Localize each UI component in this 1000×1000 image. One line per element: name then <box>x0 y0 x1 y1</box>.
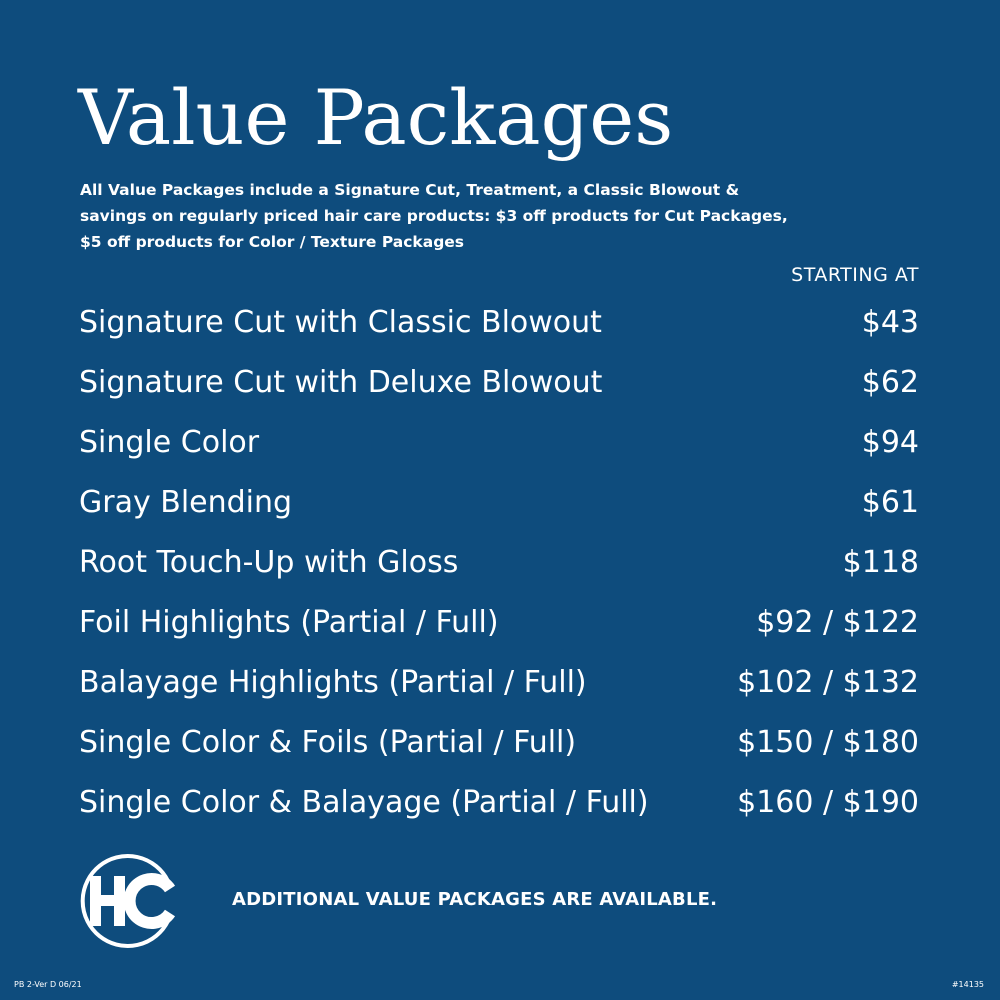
intro-line: savings on regularly priced hair care products: $3 off products for Cut Packages, <box>80 207 788 225</box>
page-title: Value Packages <box>78 73 674 162</box>
package-price: $92 / $122 <box>756 605 919 640</box>
hc-logo-icon <box>80 851 180 951</box>
print-code: PB 2-Ver D 06/21 <box>14 980 82 989</box>
package-row <box>79 593 919 653</box>
package-price: $160 / $190 <box>737 785 919 820</box>
package-row <box>79 293 919 353</box>
package-price: $43 <box>861 305 919 340</box>
package-row <box>79 773 919 833</box>
package-row <box>79 533 919 593</box>
package-price: $61 <box>861 485 919 520</box>
additional-packages-note: ADDITIONAL VALUE PACKAGES ARE AVAILABLE. <box>232 889 718 910</box>
package-price: $94 <box>861 425 919 460</box>
intro-text <box>80 177 900 255</box>
package-name: Single Color & Foils (Partial / Full) <box>79 725 577 760</box>
package-name: Single Color & Balayage (Partial / Full) <box>79 785 649 820</box>
package-row <box>79 473 919 533</box>
package-name: Single Color <box>79 425 260 460</box>
package-price: $150 / $180 <box>737 725 919 760</box>
intro-line: $5 off products for Color / Texture Packages <box>80 233 465 251</box>
package-name: Foil Highlights (Partial / Full) <box>79 605 499 640</box>
intro-line: All Value Packages include a Signature Cut, Treatment, a Classic Blowout & <box>80 181 740 199</box>
package-name: Gray Blending <box>79 485 293 520</box>
item-number: #14135 <box>951 980 984 989</box>
hc-logo-text: HC <box>130 911 132 912</box>
package-price: $102 / $132 <box>737 665 919 700</box>
package-price: $62 <box>861 365 919 400</box>
package-name: Signature Cut with Classic Blowout <box>79 305 602 340</box>
package-name: Root Touch-Up with Gloss <box>79 545 459 580</box>
package-row <box>79 713 919 773</box>
package-row <box>79 353 919 413</box>
package-row <box>79 413 919 473</box>
package-list <box>79 293 919 833</box>
package-name: Balayage Highlights (Partial / Full) <box>79 665 587 700</box>
package-price: $118 <box>842 545 919 580</box>
price-column-header: STARTING AT <box>791 264 919 286</box>
package-row <box>79 653 919 713</box>
package-name: Signature Cut with Deluxe Blowout <box>79 365 603 400</box>
